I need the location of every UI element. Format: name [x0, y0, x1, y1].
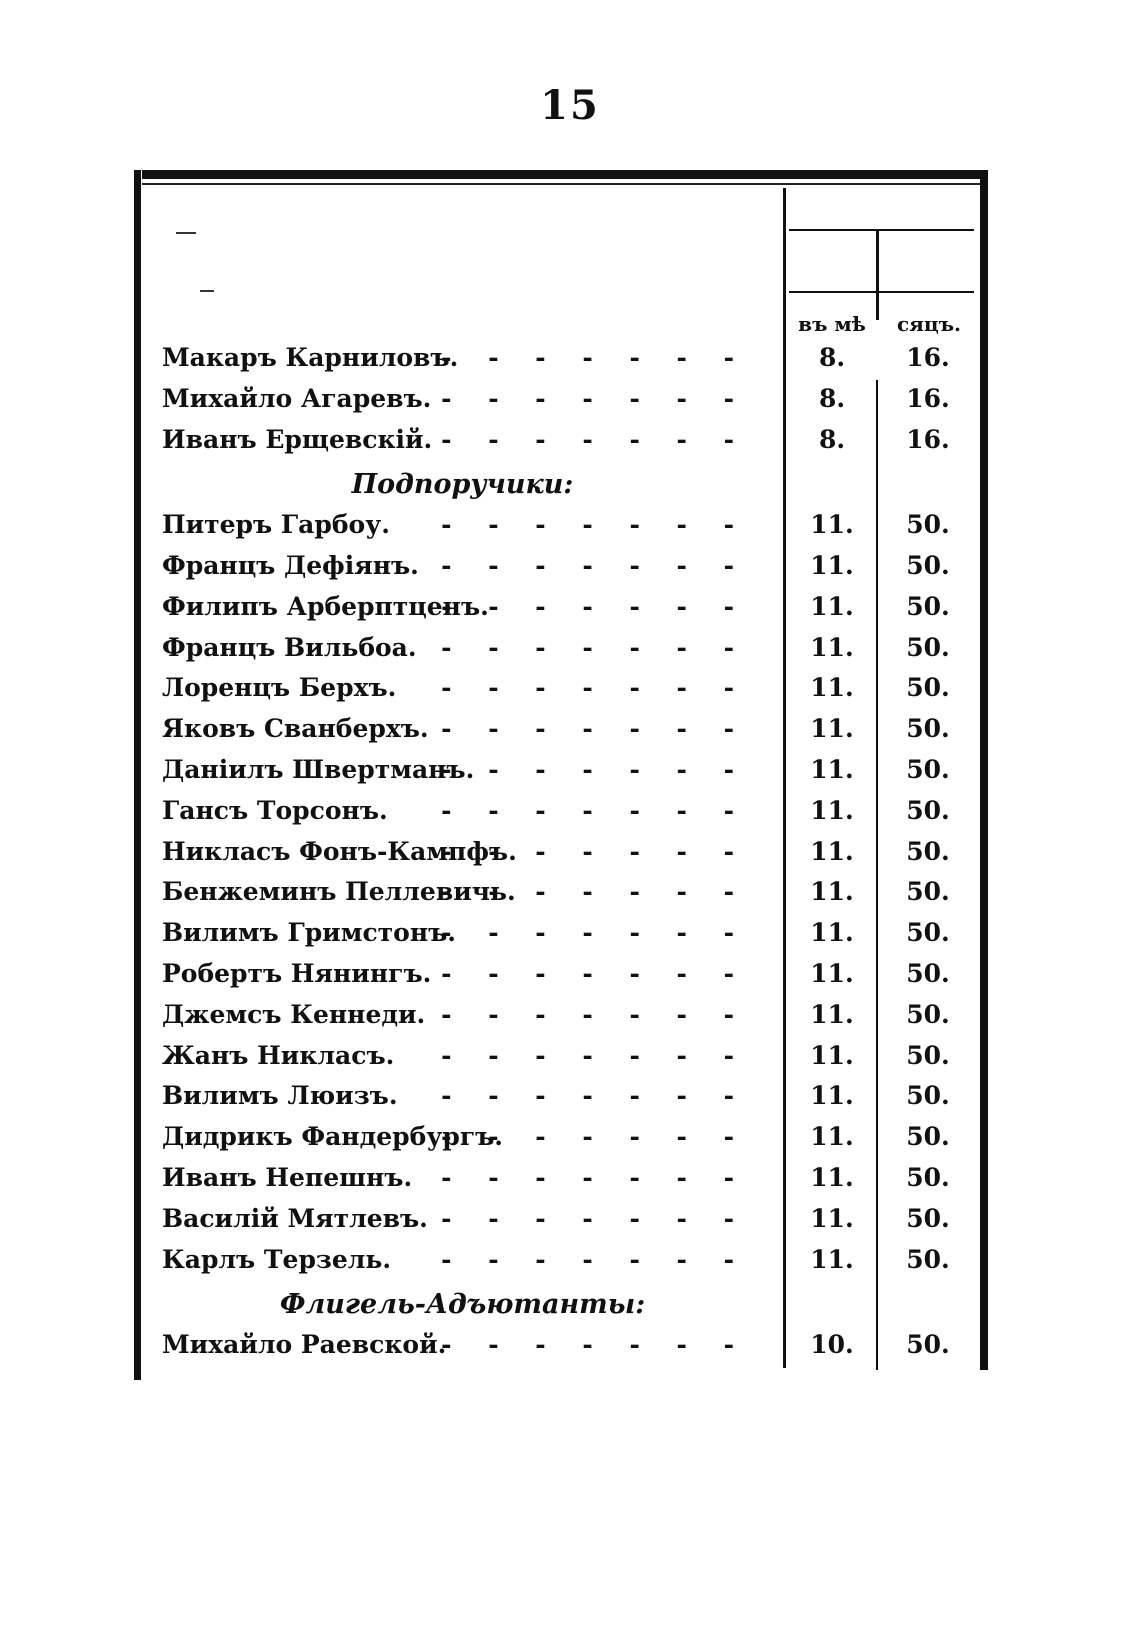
table-row	[162, 343, 972, 383]
section-heading: Флигель-Адъютанты:	[279, 1289, 646, 1321]
value-col-a: 10.	[810, 1330, 854, 1360]
dash-leader: - - - - - - -	[441, 836, 748, 866]
value-col-b: 50.	[906, 673, 950, 703]
dash-leader: - - - - - - -	[441, 755, 748, 784]
officer-name: Дидрикъ Фандербургъ.	[162, 1122, 504, 1152]
officer-name: Вилимъ Гримстонъ.	[162, 918, 457, 948]
value-col-a: 11.	[810, 999, 854, 1029]
value-col-b: 50.	[906, 1203, 950, 1233]
officer-name: Лоренцъ Берхъ.	[162, 673, 397, 703]
dash-leader: - - - - - - -	[441, 551, 748, 580]
decorative-dash	[176, 232, 196, 234]
dash-leader: - - - - - - -	[441, 795, 748, 825]
table-row	[162, 837, 972, 877]
dash-leader: - - - - - - -	[441, 1122, 748, 1152]
value-col-b: 50.	[906, 1081, 950, 1111]
value-col-a: 11.	[810, 755, 854, 784]
dash-leader: - - - - - - -	[441, 591, 748, 621]
officer-name: Михайло Раевской.	[162, 1330, 447, 1360]
table-row	[162, 1122, 972, 1162]
table-row	[162, 425, 972, 465]
dash-leader: - - - - - - -	[441, 632, 748, 662]
value-col-b: 50.	[906, 836, 950, 866]
officer-name: Иванъ Ерщевскій.	[162, 424, 433, 454]
officer-name: Макаръ Карниловъ.	[162, 343, 459, 372]
officer-name: Никласъ Фонъ-Кампфъ.	[162, 836, 517, 866]
table-row	[162, 714, 972, 754]
value-col-a: 11.	[810, 714, 854, 744]
officer-name: Даніилъ Швертманъ.	[162, 755, 475, 784]
value-col-a: 11.	[810, 591, 854, 621]
table-row	[162, 551, 972, 591]
value-col-a: 11.	[810, 1122, 854, 1152]
value-col-b: 50.	[906, 959, 950, 988]
frame-right-rule	[980, 170, 988, 1370]
dash-leader: - - - - - - -	[441, 1330, 748, 1360]
dash-leader: - - - - - - -	[441, 343, 748, 372]
value-col-b: 16.	[906, 424, 950, 454]
table-row	[162, 1163, 972, 1203]
dash-leader: - - - - - - -	[441, 714, 748, 744]
dash-leader: - - - - - - -	[441, 959, 748, 988]
table-row	[162, 1204, 972, 1244]
officer-name: Робертъ Нянингъ.	[162, 959, 432, 988]
table-row	[162, 959, 972, 999]
table-row	[162, 877, 972, 917]
value-col-b: 50.	[906, 1330, 950, 1360]
value-col-b: 50.	[906, 999, 950, 1029]
frame-left-rule	[134, 170, 141, 1380]
decorative-dash	[200, 290, 214, 292]
column-divider-sub	[876, 230, 879, 320]
value-col-b: 50.	[906, 1163, 950, 1192]
value-col-a: 11.	[810, 673, 854, 703]
header-col-b: сяцъ.	[896, 312, 962, 336]
header-rule-top	[789, 229, 974, 231]
value-col-a: 11.	[810, 510, 854, 540]
value-col-a: 11.	[810, 795, 854, 825]
table-row	[162, 918, 972, 958]
officer-name: Францъ Дефіянъ.	[162, 551, 419, 580]
value-col-b: 16.	[906, 343, 950, 372]
table-row	[162, 1000, 972, 1040]
dash-leader: - - - - - - -	[441, 424, 748, 454]
value-col-a: 11.	[810, 632, 854, 662]
table-row	[162, 1081, 972, 1121]
value-col-a: 8.	[818, 343, 846, 372]
table-row	[162, 384, 972, 424]
header-col-a: въ мѣ	[798, 312, 866, 336]
table-row	[162, 1245, 972, 1285]
value-col-b: 50.	[906, 714, 950, 744]
dash-leader: - - - - - - -	[441, 999, 748, 1029]
officer-name: Вилимъ Люизъ.	[162, 1081, 398, 1111]
dash-leader: - - - - - - -	[441, 510, 748, 540]
officer-name: Джемсъ Кеннеди.	[162, 999, 426, 1029]
value-col-b: 50.	[906, 1040, 950, 1070]
dash-leader: - - - - - - -	[441, 1163, 748, 1192]
frame-top-thin-rule	[142, 183, 986, 185]
table-row	[162, 510, 972, 550]
value-col-b: 16.	[906, 383, 950, 413]
officer-name: Питеръ Гарбоу.	[162, 510, 390, 540]
officer-name: Жанъ Никласъ.	[162, 1040, 395, 1070]
page-number: 15	[540, 82, 600, 129]
officer-name: Бенжеминъ Пеллевичь.	[162, 877, 516, 907]
section-heading: Подпоручики:	[351, 469, 574, 501]
officer-name: Иванъ Непешнъ.	[162, 1163, 413, 1192]
table-row	[162, 633, 972, 673]
value-col-b: 50.	[906, 1122, 950, 1152]
dash-leader: - - - - - - -	[441, 1203, 748, 1233]
dash-leader: - - - - - - -	[441, 918, 748, 948]
table-row	[162, 673, 972, 713]
header-rule-bottom	[789, 291, 974, 293]
value-col-a: 11.	[810, 1040, 854, 1070]
value-col-b: 50.	[906, 795, 950, 825]
table-row	[162, 1330, 972, 1370]
dash-leader: - - - - - - -	[441, 877, 748, 907]
table-row	[162, 1041, 972, 1081]
officer-name: Михайло Агаревъ.	[162, 383, 432, 413]
value-col-a: 8.	[818, 424, 846, 454]
dash-leader: - - - - - - -	[441, 1081, 748, 1111]
value-col-b: 50.	[906, 1244, 950, 1274]
value-col-a: 11.	[810, 877, 854, 907]
table-row	[162, 592, 972, 632]
table-row	[162, 796, 972, 836]
value-col-b: 50.	[906, 591, 950, 621]
value-col-a: 11.	[810, 959, 854, 988]
value-col-b: 50.	[906, 918, 950, 948]
value-col-b: 50.	[906, 632, 950, 662]
value-col-b: 50.	[906, 877, 950, 907]
value-col-a: 11.	[810, 1163, 854, 1192]
value-col-a: 8.	[818, 383, 846, 413]
dash-leader: - - - - - - -	[441, 383, 748, 413]
value-col-b: 50.	[906, 755, 950, 784]
table-row	[162, 755, 972, 795]
dash-leader: - - - - - - -	[441, 673, 748, 703]
officer-name: Францъ Вильбоа.	[162, 632, 417, 662]
value-col-a: 11.	[810, 836, 854, 866]
value-col-a: 11.	[810, 551, 854, 580]
dash-leader: - - - - - - -	[441, 1244, 748, 1274]
value-col-a: 11.	[810, 1081, 854, 1111]
officer-name: Карлъ Терзель.	[162, 1244, 392, 1274]
value-col-a: 11.	[810, 918, 854, 948]
officer-name: Василій Мятлевъ.	[162, 1203, 428, 1233]
value-col-b: 50.	[906, 551, 950, 580]
officer-name: Гансъ Торсонъ.	[162, 795, 388, 825]
officer-name: Яковъ Сванберхъ.	[162, 714, 429, 744]
value-col-b: 50.	[906, 510, 950, 540]
value-col-a: 11.	[810, 1203, 854, 1233]
dash-leader: - - - - - - -	[441, 1040, 748, 1070]
frame-top-rule	[142, 170, 986, 179]
officer-name: Филипъ Арберптценъ.	[162, 591, 489, 621]
value-col-a: 11.	[810, 1244, 854, 1274]
